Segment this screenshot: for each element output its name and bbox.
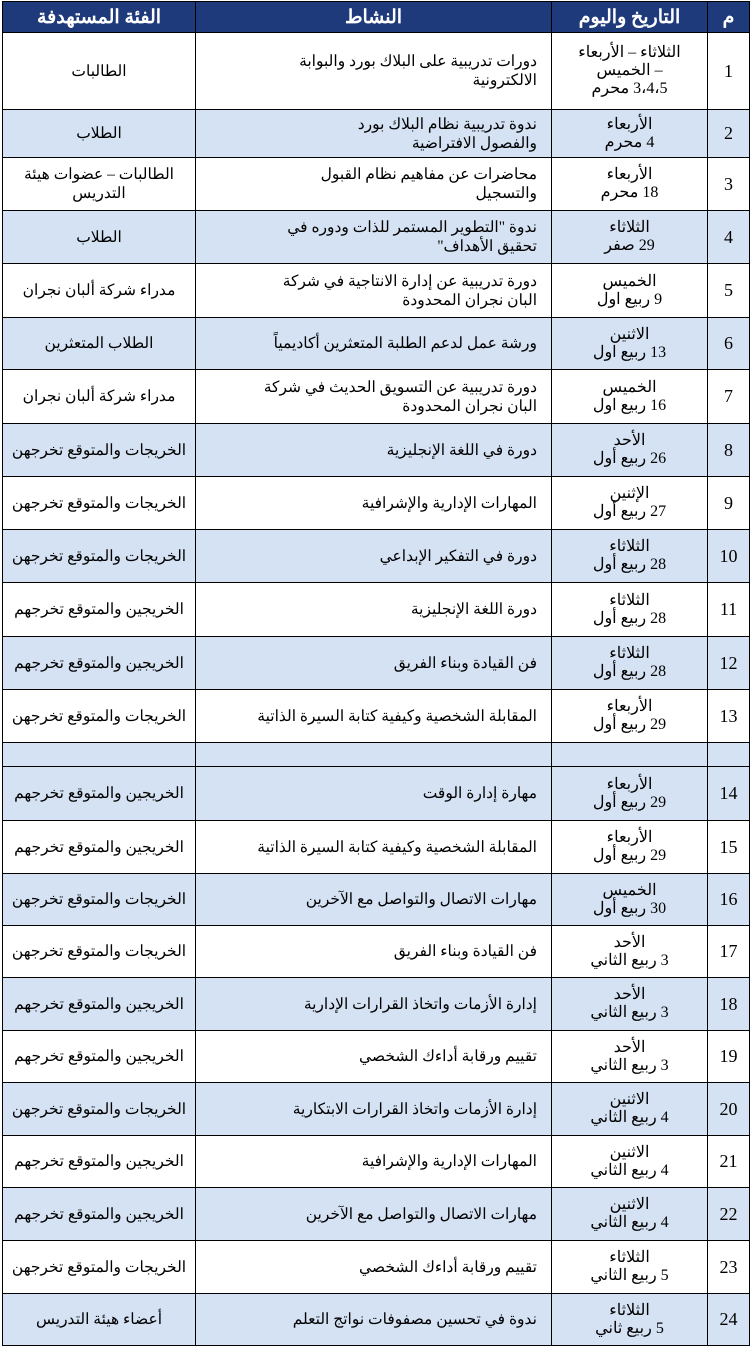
row-number: 4 xyxy=(708,211,750,264)
table-row xyxy=(3,477,750,530)
row-date-line: الثلاثاء xyxy=(609,1301,650,1319)
row-number: 14 xyxy=(708,767,750,821)
row-date-line: 3 ربيع الثاني xyxy=(590,1004,669,1021)
row-number: 8 xyxy=(708,424,750,477)
row-date xyxy=(552,33,708,110)
row-number: 18 xyxy=(708,978,750,1031)
row-activity-line: تحقيق الأهداف" xyxy=(437,238,537,255)
row-activity-line: محاضرات عن مفاهيم نظام القبول xyxy=(320,166,537,183)
row-target xyxy=(3,318,196,370)
row-activity-line: دورات تدريبية على البلاك بورد والبوابة xyxy=(299,53,537,70)
table-body xyxy=(3,33,750,1346)
table-row xyxy=(3,211,750,264)
row-date xyxy=(552,767,708,821)
row-date xyxy=(552,1083,708,1136)
row-activity xyxy=(196,1031,552,1083)
row-target-line: الخريجات والمتوقع تخرجهن xyxy=(11,1258,187,1276)
table-row xyxy=(3,1294,750,1346)
row-date xyxy=(552,264,708,318)
table-row xyxy=(3,874,750,926)
row-target-line: الخريجين والمتوقع تخرجهم xyxy=(14,654,184,672)
table-row xyxy=(3,583,750,637)
row-target-line: الخريجين والمتوقع تخرجهم xyxy=(14,601,184,618)
row-number: 7 xyxy=(708,370,750,424)
table-row xyxy=(3,424,750,477)
row-date-line: الخميس xyxy=(602,881,657,899)
row-date xyxy=(552,637,708,690)
row-date xyxy=(552,424,708,477)
table-row xyxy=(3,264,750,318)
row-date-line: الاثنين xyxy=(609,1196,650,1213)
row-date-line: 29 ربيع أول xyxy=(592,793,667,811)
row-target xyxy=(3,1136,196,1188)
row-date-line: الاثنين xyxy=(609,1091,650,1108)
row-target xyxy=(3,158,196,211)
row-target-line: الخريجات والمتوقع تخرجهن xyxy=(11,707,187,725)
row-activity-line: إدارة الأزمات واتخاذ القرارات الابتكارية xyxy=(292,1100,537,1118)
row-target xyxy=(3,477,196,530)
row-date-line: 16 ربيع اول xyxy=(592,396,667,414)
row-date-line: 3،4،5 محرم xyxy=(591,80,668,97)
row-activity xyxy=(196,530,552,583)
row-date xyxy=(552,690,708,743)
row-target xyxy=(3,264,196,318)
row-target-line: الخريجين والمتوقع تخرجهم xyxy=(14,1048,184,1065)
row-activity xyxy=(196,211,552,264)
row-date-line: الاثنين xyxy=(609,325,650,343)
table-row-spacer xyxy=(3,743,750,767)
row-number: 22 xyxy=(708,1188,750,1241)
table-row xyxy=(3,821,750,874)
table-row xyxy=(3,158,750,211)
row-date-line: 3 ربيع الثاني xyxy=(590,1056,669,1074)
row-date-line: الأحد xyxy=(613,986,646,1003)
row-date-line: 13 ربيع اول xyxy=(592,343,667,361)
row-number: 13 xyxy=(708,690,750,743)
row-target-line: الخريجين والمتوقع تخرجهم xyxy=(14,995,184,1013)
row-activity-line: دورة تدريبية عن إدارة الانتاجية في شركة xyxy=(282,272,537,290)
row-target-line: مدراء شركة ألبان نجران xyxy=(22,388,176,405)
row-number: 16 xyxy=(708,874,750,926)
row-activity xyxy=(196,583,552,637)
row-number: 9 xyxy=(708,477,750,530)
row-number: 24 xyxy=(708,1294,750,1346)
table-row xyxy=(3,767,750,821)
row-activity xyxy=(196,318,552,370)
row-activity xyxy=(196,821,552,874)
row-activity-line: ورشة عمل لدعم الطلبة المتعثرين أكاديمياً xyxy=(273,335,537,352)
row-date-line: الثلاثاء xyxy=(609,219,650,236)
row-date-line: 4 محرم xyxy=(604,133,655,151)
row-date xyxy=(552,1188,708,1241)
row-number: 17 xyxy=(708,926,750,978)
row-date xyxy=(552,743,708,767)
row-date-line: الخميس xyxy=(602,378,657,396)
row-date xyxy=(552,1241,708,1294)
table-row xyxy=(3,110,750,158)
row-activity-line: البان نجران المحدودة xyxy=(402,397,537,415)
row-date-line: 28 ربيع أول xyxy=(592,556,667,573)
row-date xyxy=(552,370,708,424)
row-date-line: الأربعاء xyxy=(606,698,653,715)
table-row xyxy=(3,1031,750,1083)
row-date-line: الثلاثاء xyxy=(609,1249,650,1266)
row-target xyxy=(3,33,196,110)
row-date xyxy=(552,1031,708,1083)
row-target xyxy=(3,690,196,743)
table-row xyxy=(3,530,750,583)
row-target xyxy=(3,583,196,637)
row-date xyxy=(552,821,708,874)
row-date-line: الثلاثاء xyxy=(609,591,650,609)
row-date xyxy=(552,477,708,530)
row-number: 1 xyxy=(708,33,750,110)
row-activity-line: المقابلة الشخصية وكيفية كتابة السيرة الذاتية xyxy=(257,838,537,856)
row-date-line: الأحد xyxy=(613,432,646,449)
row-activity-line: المهارات الإدارية والإشرافية xyxy=(361,494,537,512)
row-activity xyxy=(196,1188,552,1241)
row-target xyxy=(3,767,196,821)
row-target xyxy=(3,1031,196,1083)
row-activity xyxy=(196,978,552,1031)
row-activity-line: دورة في اللغة الإنجليزية xyxy=(386,441,537,459)
row-activity-line: فن القيادة وبناء الفريق xyxy=(393,654,537,672)
row-activity-line: دورة تدريبية عن التسويق الحديث في شركة xyxy=(263,378,537,396)
row-date xyxy=(552,874,708,926)
header-target: الفئة المستهدفة xyxy=(3,2,196,33)
row-target-line: الطلاب xyxy=(76,228,122,246)
row-target xyxy=(3,926,196,978)
row-activity-line: تقييم ورقابة أداءك الشخصي xyxy=(359,1048,537,1065)
row-activity xyxy=(196,1083,552,1136)
row-number: 19 xyxy=(708,1031,750,1083)
row-date-line: الخميس xyxy=(602,272,657,290)
row-target xyxy=(3,530,196,583)
row-date-line: 28 ربيع أول xyxy=(592,663,667,680)
row-number: 23 xyxy=(708,1241,750,1294)
row-target xyxy=(3,424,196,477)
row-date xyxy=(552,110,708,158)
row-activity-line: مهارة إدارة الوقت xyxy=(422,785,537,802)
row-date-line: الأربعاء xyxy=(606,775,653,793)
row-date xyxy=(552,211,708,264)
table-row xyxy=(3,690,750,743)
row-date xyxy=(552,158,708,211)
row-date-line: 9 ربيع اول xyxy=(596,290,663,308)
row-target-line: مدراء شركة ألبان نجران xyxy=(22,282,176,299)
row-activity xyxy=(196,743,552,767)
row-target-line: الخريجات والمتوقع تخرجهن xyxy=(11,891,187,908)
table-row xyxy=(3,318,750,370)
row-number: 10 xyxy=(708,530,750,583)
row-date-line: 18 محرم xyxy=(600,184,659,201)
row-number: 15 xyxy=(708,821,750,874)
header-number: م xyxy=(708,2,750,33)
row-target-line: الطلاب xyxy=(76,125,122,142)
row-number: 5 xyxy=(708,264,750,318)
row-date xyxy=(552,583,708,637)
row-number: 11 xyxy=(708,583,750,637)
row-target-line: التدريس xyxy=(72,185,126,202)
row-date-line: 5 ربيع ثاني xyxy=(595,1319,664,1337)
row-date-line: 4 ربيع الثاني xyxy=(590,1214,669,1231)
row-date-line: 27 ربيع أول xyxy=(592,503,667,520)
row-activity-line: والتسجيل xyxy=(475,185,537,202)
row-target-line: الخريجين والمتوقع تخرجهم xyxy=(14,1205,184,1223)
row-target-line: أعضاء هيئة التدريس xyxy=(36,1311,162,1328)
row-activity xyxy=(196,110,552,158)
row-date-line: الأربعاء xyxy=(606,166,653,183)
table-row xyxy=(3,1083,750,1136)
row-activity-line: فن القيادة وبناء الفريق xyxy=(393,943,537,960)
table-row xyxy=(3,1241,750,1294)
row-date xyxy=(552,1294,708,1346)
row-number: 20 xyxy=(708,1083,750,1136)
row-target xyxy=(3,110,196,158)
row-target-line: الخريجات والمتوقع تخرجهن xyxy=(11,441,187,459)
row-target-line: الخريجين والمتوقع تخرجهم xyxy=(14,838,184,856)
row-date-line: الثلاثاء xyxy=(609,538,650,555)
table-row xyxy=(3,1136,750,1188)
table-row xyxy=(3,370,750,424)
row-date-line: الأربعاء xyxy=(606,115,653,133)
row-target-line: الخريجات والمتوقع تخرجهن xyxy=(11,1100,187,1118)
header-activity: النشاط xyxy=(196,2,552,33)
row-date xyxy=(552,978,708,1031)
row-date-line: 28 ربيع أول xyxy=(592,609,667,627)
row-date-line: الثلاثاء – الأربعاء xyxy=(578,44,681,61)
row-target-line: الطالبات xyxy=(71,62,127,80)
row-activity xyxy=(196,264,552,318)
row-target xyxy=(3,637,196,690)
row-date-line: الثلاثاء xyxy=(609,645,650,662)
row-number: 12 xyxy=(708,637,750,690)
row-target xyxy=(3,1083,196,1136)
row-date xyxy=(552,1136,708,1188)
row-activity-line: مهارات الاتصال والتواصل مع الآخرين xyxy=(305,1205,537,1223)
activities-table xyxy=(2,1,750,1346)
row-activity-line: البان نجران المحدودة xyxy=(402,291,537,309)
row-date-line: الأحد xyxy=(613,1038,646,1056)
row-date-line: الإثنين xyxy=(609,485,650,502)
row-date-line: – الخميس xyxy=(596,62,663,79)
row-date-line: 5 ربيع الثاني xyxy=(590,1267,669,1284)
row-activity xyxy=(196,424,552,477)
table-row xyxy=(3,926,750,978)
row-target xyxy=(3,874,196,926)
row-activity-line: المقابلة الشخصية وكيفية كتابة السيرة الذاتية xyxy=(257,707,537,725)
row-target xyxy=(3,1241,196,1294)
row-date-line: 30 ربيع أول xyxy=(592,899,667,917)
table-row xyxy=(3,978,750,1031)
row-number: 21 xyxy=(708,1136,750,1188)
row-target xyxy=(3,821,196,874)
row-activity-line: ندوة في تحسين مصفوفات نواتج التعلم xyxy=(292,1311,537,1328)
row-date xyxy=(552,318,708,370)
row-activity xyxy=(196,926,552,978)
row-activity-line: الالكترونية xyxy=(472,72,537,89)
row-activity xyxy=(196,33,552,110)
row-number: 3 xyxy=(708,158,750,211)
row-date xyxy=(552,530,708,583)
row-target xyxy=(3,743,196,767)
row-activity xyxy=(196,767,552,821)
row-date-line: 29 صفر xyxy=(604,237,655,254)
row-target-line: الخريجين والمتوقع تخرجهم xyxy=(14,1153,184,1170)
row-target-line: الخريجات والمتوقع تخرجهن xyxy=(11,943,187,960)
row-activity xyxy=(196,477,552,530)
row-activity-line: ندوة تدريبية نظام البلاك بورد xyxy=(357,115,537,133)
row-target-line: الطالبات – عضوات هيئة xyxy=(24,166,174,183)
row-activity xyxy=(196,158,552,211)
row-target xyxy=(3,978,196,1031)
row-activity-line: دورة اللغة الإنجليزية xyxy=(410,601,537,618)
row-target xyxy=(3,370,196,424)
row-target-line: الخريجين والمتوقع تخرجهم xyxy=(14,785,184,802)
row-number: 2 xyxy=(708,110,750,158)
row-date-line: 29 ربيع أول xyxy=(592,847,667,864)
row-date-line: 29 ربيع أول xyxy=(592,716,667,733)
header-date: التاريخ واليوم xyxy=(552,2,708,33)
row-date-line: الأربعاء xyxy=(606,829,653,846)
row-activity-line: المهارات الإدارية والإشرافية xyxy=(361,1153,537,1170)
row-activity-line: مهارات الاتصال والتواصل مع الآخرين xyxy=(305,891,537,908)
table-row xyxy=(3,33,750,110)
row-date-line: 4 ربيع الثاني xyxy=(590,1161,669,1179)
row-number: 6 xyxy=(708,318,750,370)
row-activity-line: ندوة "التطوير المستمر للذات ودوره في xyxy=(287,219,537,236)
row-activity xyxy=(196,874,552,926)
row-date-line: 4 ربيع الثاني xyxy=(590,1109,669,1126)
row-date-line: 3 ربيع الثاني xyxy=(590,951,669,969)
table-row xyxy=(3,1188,750,1241)
row-activity xyxy=(196,1294,552,1346)
row-target-line: الخريجات والمتوقع تخرجهن xyxy=(11,494,187,512)
row-activity-line: إدارة الأزمات واتخاذ القرارات الإدارية xyxy=(303,995,537,1013)
row-date-line: الأحد xyxy=(613,933,646,951)
row-target xyxy=(3,1294,196,1346)
row-date-line: 26 ربيع أول xyxy=(592,450,667,467)
row-target-line: الخريجات والمتوقع تخرجهن xyxy=(11,547,187,565)
row-activity xyxy=(196,1241,552,1294)
row-date-line: الاثنين xyxy=(609,1143,650,1161)
row-target xyxy=(3,1188,196,1241)
row-activity-line: والفصول الافتراضية xyxy=(411,134,537,152)
row-date xyxy=(552,926,708,978)
row-target xyxy=(3,211,196,264)
table-row xyxy=(3,637,750,690)
row-number xyxy=(708,743,750,767)
row-activity xyxy=(196,637,552,690)
row-activity xyxy=(196,690,552,743)
table-header-row xyxy=(3,2,750,33)
row-activity-line: تقييم ورقابة أداءك الشخصي xyxy=(359,1258,537,1276)
row-activity xyxy=(196,370,552,424)
row-activity xyxy=(196,1136,552,1188)
row-activity-line: دورة في التفكير الإبداعي xyxy=(379,547,537,565)
row-target-line: الطلاب المتعثرين xyxy=(44,335,154,352)
